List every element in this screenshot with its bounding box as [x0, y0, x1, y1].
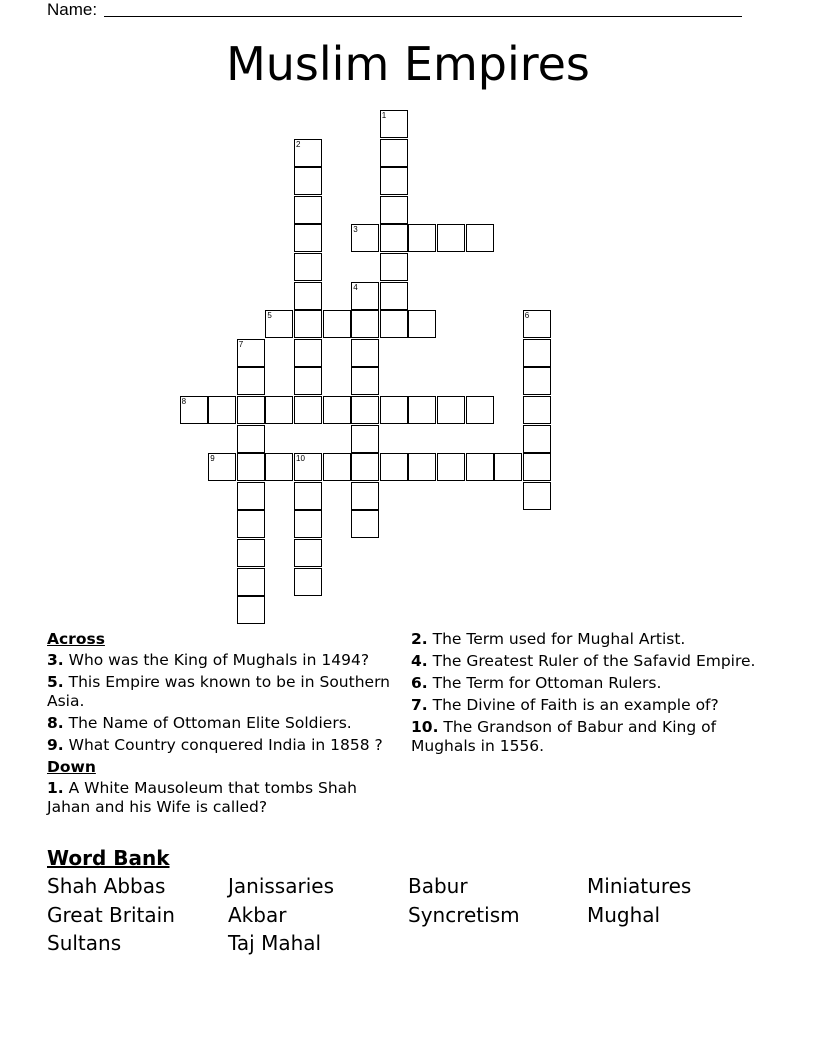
grid-cell[interactable]: [180, 396, 208, 424]
grid-cell[interactable]: [380, 167, 408, 195]
grid-cell[interactable]: [466, 396, 494, 424]
grid-cell[interactable]: [294, 167, 322, 195]
grid-cell[interactable]: [380, 139, 408, 167]
grid-cell[interactable]: [351, 396, 379, 424]
clue-number: 2: [296, 139, 301, 149]
clue-text: The Term used for Mughal Artist.: [427, 630, 686, 648]
grid-cell[interactable]: [294, 310, 322, 338]
grid-cell[interactable]: [380, 110, 408, 138]
grid-cell[interactable]: [294, 253, 322, 281]
grid-cell[interactable]: [237, 596, 265, 624]
grid-cell[interactable]: [294, 396, 322, 424]
word-bank-word: Mughal: [587, 903, 661, 927]
clue-number: 10: [296, 454, 305, 464]
grid-cell[interactable]: [437, 453, 465, 481]
grid-cell[interactable]: [265, 310, 293, 338]
name-label: Name:: [47, 0, 98, 19]
grid-cell[interactable]: [523, 453, 551, 481]
clue-item: [411, 718, 771, 756]
grid-cell[interactable]: [208, 453, 236, 481]
word-bank-word: Shah Abbas: [47, 874, 166, 898]
grid-cell[interactable]: [294, 453, 322, 481]
clue-number: 6: [524, 311, 530, 321]
page-title: Muslim Empires: [226, 37, 590, 91]
clue-number: 7: [238, 339, 244, 349]
clue-number: 8: [181, 397, 187, 406]
grid-cell[interactable]: [294, 139, 322, 167]
grid-cell[interactable]: [408, 224, 436, 252]
clue-number-label: 10.: [411, 718, 439, 736]
clue-item: [411, 652, 771, 671]
down-heading: Down: [47, 758, 96, 776]
clues-left-column: [47, 630, 392, 820]
grid-cell[interactable]: [351, 224, 379, 252]
clue-text: A White Mausoleum that tombs Shah Jahan and his Wife is called?: [47, 779, 357, 816]
grid-cell[interactable]: [237, 396, 265, 424]
grid-cell[interactable]: [237, 539, 265, 567]
clue-number-label: 9.: [47, 736, 64, 754]
word-bank-word: Great Britain: [47, 903, 175, 927]
grid-cell[interactable]: [523, 396, 551, 424]
clue-text: What Country conquered India in 1858 ?: [63, 736, 383, 754]
grid-cell[interactable]: [323, 310, 351, 338]
grid-cell[interactable]: [294, 568, 322, 596]
grid-cell[interactable]: [408, 453, 436, 481]
grid-cell[interactable]: [351, 425, 379, 453]
clue-text: Who was the King of Mughals in 1494?: [63, 651, 370, 669]
down-clue-list: [47, 779, 392, 817]
grid-cell[interactable]: [380, 453, 408, 481]
clue-text: This Empire was known to be in Southern Asia.: [47, 673, 390, 710]
clue-number: 5: [267, 311, 272, 321]
clue-text: The Divine of Faith is an example of?: [427, 696, 719, 714]
word-bank-word: Syncretism: [408, 903, 520, 927]
grid-cell[interactable]: [494, 453, 522, 481]
clue-text: The Grandson of Babur and King of Mughals in 1556.: [411, 718, 717, 755]
clue-text: The Term for Ottoman Rulers.: [427, 674, 662, 692]
word-bank-word: Sultans: [47, 931, 122, 955]
word-bank-word: Akbar: [228, 903, 287, 927]
grid-cell[interactable]: [323, 396, 351, 424]
grid-cell[interactable]: [523, 339, 551, 367]
clue-item: [411, 696, 771, 715]
grid-cell[interactable]: [237, 367, 265, 395]
word-bank-title: Word Bank: [47, 846, 170, 870]
grid-cell[interactable]: [237, 510, 265, 538]
grid-cell[interactable]: [380, 253, 408, 281]
grid-cell[interactable]: [237, 568, 265, 596]
clue-item: [47, 736, 392, 755]
grid-cell[interactable]: [294, 539, 322, 567]
grid-cell[interactable]: [466, 453, 494, 481]
grid-cell[interactable]: [323, 453, 351, 481]
clue-number-label: 1.: [47, 779, 64, 797]
grid-cell[interactable]: [237, 453, 265, 481]
clue-number-label: 7.: [411, 696, 428, 714]
clues-right-column: [411, 630, 771, 759]
grid-cell[interactable]: [294, 510, 322, 538]
across-heading: Across: [47, 630, 105, 648]
clue-number: 9: [210, 454, 215, 464]
clue-number: 4: [353, 282, 358, 292]
grid-cell[interactable]: [523, 482, 551, 510]
grid-cell[interactable]: [523, 310, 551, 338]
clue-number-label: 3.: [47, 651, 64, 669]
clue-item: [411, 674, 771, 693]
grid-cell[interactable]: [294, 482, 322, 510]
grid-cell[interactable]: [237, 482, 265, 510]
grid-cell[interactable]: [294, 367, 322, 395]
grid-cell[interactable]: [380, 224, 408, 252]
word-bank-word: Babur: [408, 874, 468, 898]
grid-cell[interactable]: [351, 367, 379, 395]
grid-cell[interactable]: [523, 367, 551, 395]
grid-cell[interactable]: [237, 339, 265, 367]
grid-cell[interactable]: [380, 282, 408, 310]
clue-item: [47, 714, 392, 733]
grid-cell[interactable]: [351, 339, 379, 367]
across-clue-list: [47, 651, 392, 755]
grid-cell[interactable]: [380, 196, 408, 224]
grid-cell[interactable]: [351, 482, 379, 510]
clue-item: [47, 651, 392, 670]
grid-cell[interactable]: [437, 396, 465, 424]
grid-cell[interactable]: [237, 425, 265, 453]
grid-cell[interactable]: [294, 196, 322, 224]
clue-number-label: 5.: [47, 673, 64, 691]
grid-cell[interactable]: [523, 425, 551, 453]
clue-item: [411, 630, 771, 649]
clue-item: [47, 779, 392, 817]
grid-cell[interactable]: [437, 224, 465, 252]
clue-item: [47, 673, 392, 711]
down-clue-list-continued: [411, 630, 771, 756]
clue-number-label: 8.: [47, 714, 64, 732]
grid-cell[interactable]: [351, 310, 379, 338]
clue-text: The Name of Ottoman Elite Soldiers.: [63, 714, 352, 732]
grid-cell[interactable]: [351, 510, 379, 538]
clue-number: 1: [381, 111, 387, 120]
grid-cell[interactable]: [466, 224, 494, 252]
grid-cell[interactable]: [408, 310, 436, 338]
grid-cell[interactable]: [380, 396, 408, 424]
grid-cell[interactable]: [294, 224, 322, 252]
grid-cell[interactable]: [351, 453, 379, 481]
word-bank-word: Taj Mahal: [228, 931, 322, 955]
clue-number-label: 2.: [411, 630, 428, 648]
word-bank-word: Janissaries: [228, 874, 334, 898]
grid-cell[interactable]: [408, 396, 436, 424]
grid-cell[interactable]: [380, 310, 408, 338]
grid-cell[interactable]: [294, 282, 322, 310]
clue-number-label: 4.: [411, 652, 428, 670]
word-bank-word: Miniatures: [587, 874, 692, 898]
clue-number: 3: [353, 225, 358, 235]
grid-cell[interactable]: [351, 282, 379, 310]
clue-number-label: 6.: [411, 674, 428, 692]
grid-cell[interactable]: [265, 453, 293, 481]
grid-cell[interactable]: [265, 396, 293, 424]
grid-cell[interactable]: [208, 396, 236, 424]
grid-cell[interactable]: [294, 339, 322, 367]
clue-text: The Greatest Ruler of the Safavid Empire.: [427, 652, 756, 670]
